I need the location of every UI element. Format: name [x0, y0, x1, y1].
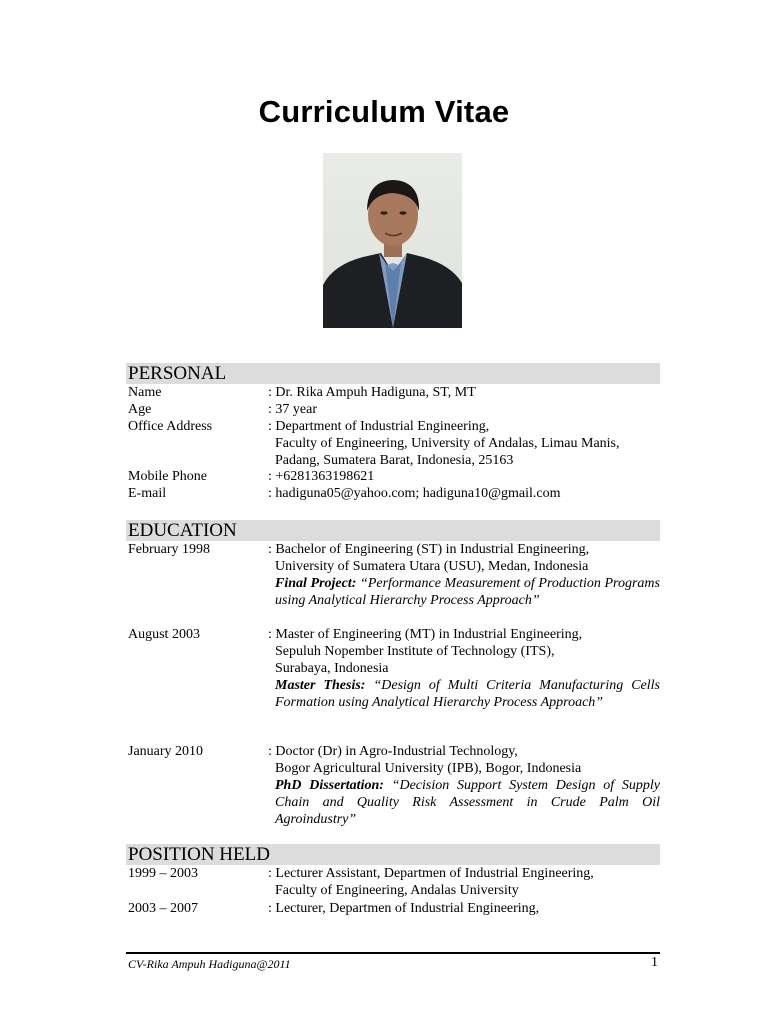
degree-line: : Bachelor of Engineering (ST) in Industrial Engineering, — [268, 542, 590, 557]
phd-dissertation-label: PhD Dissertation: — [275, 778, 384, 793]
phd-dissertation — [268, 777, 660, 828]
field-value: : 37 year — [268, 402, 317, 417]
position-title-continued: Faculty of Engineering, Andalas University — [275, 883, 519, 898]
page-number: 1 — [651, 955, 658, 970]
position-period: 2003 – 2007 — [128, 901, 198, 916]
education-date: February 1998 — [128, 542, 211, 557]
field-value-continued: Padang, Sumatera Barat, Indonesia, 25163 — [275, 453, 514, 468]
master-thesis-title: “Design of Multi Criteria Manufacturing Cells Formation using Analytical Hierarchy Process Approach” — [275, 678, 661, 710]
degree-line: Surabaya, Indonesia — [275, 661, 389, 676]
field-label: Age — [128, 402, 152, 417]
document-title: Curriculum Vitae — [258, 94, 510, 129]
degree-line: : Doctor (Dr) in Agro-Industrial Technology, — [268, 744, 518, 759]
field-value: : +6281363198621 — [268, 469, 375, 484]
field-value: : Dr. Rika Ampuh Hadiguna, ST, MT — [268, 385, 476, 400]
section-heading-personal: PERSONAL — [126, 363, 660, 384]
footer-text: CV-Rika Ampuh Hadiguna@2011 — [128, 957, 291, 971]
master-thesis-label: Master Thesis: — [275, 678, 366, 693]
education-date: January 2010 — [128, 744, 204, 759]
master-thesis — [268, 677, 660, 711]
section-heading-position-held: POSITION HELD — [126, 844, 660, 865]
footer-divider — [126, 952, 660, 954]
final-project — [268, 575, 660, 609]
degree-line: Bogor Agricultural University (IPB), Bogor, Indonesia — [275, 761, 582, 776]
field-label: Office Address — [128, 419, 213, 434]
portrait-image — [323, 153, 462, 328]
degree-line: University of Sumatera Utara (USU), Medan, Indonesia — [275, 559, 589, 574]
field-label: Name — [128, 385, 162, 400]
final-project-title: “Performance Measurement of Production Programs using Analytical Hierarchy Process Approach” — [275, 576, 660, 608]
field-label: Mobile Phone — [128, 469, 207, 484]
education-date: August 2003 — [128, 627, 200, 642]
profile-photo — [323, 153, 462, 328]
position-title: : Lecturer, Departmen of Industrial Engineering, — [268, 901, 540, 916]
field-label: E-mail — [128, 486, 167, 501]
final-project-label: Final Project: — [275, 576, 357, 591]
field-value: : hadiguna05@yahoo.com; hadiguna10@gmail.com — [268, 486, 561, 501]
phd-dissertation-title: “Decision Support System Design of Supply Chain and Quality Risk Assessment in Crude Palm Oil Agroindustry” — [275, 778, 661, 827]
field-value: : Department of Industrial Engineering, — [268, 419, 490, 434]
section-heading-education: EDUCATION — [126, 520, 660, 541]
position-period: 1999 – 2003 — [128, 866, 198, 881]
degree-line: : Master of Engineering (MT) in Industrial Engineering, — [268, 627, 583, 642]
field-value-continued: Faculty of Engineering, University of Andalas, Limau Manis, — [275, 436, 620, 451]
position-title: : Lecturer Assistant, Departmen of Industrial Engineering, — [268, 866, 594, 881]
degree-line: Sepuluh Nopember Institute of Technology (ITS), — [275, 644, 555, 659]
